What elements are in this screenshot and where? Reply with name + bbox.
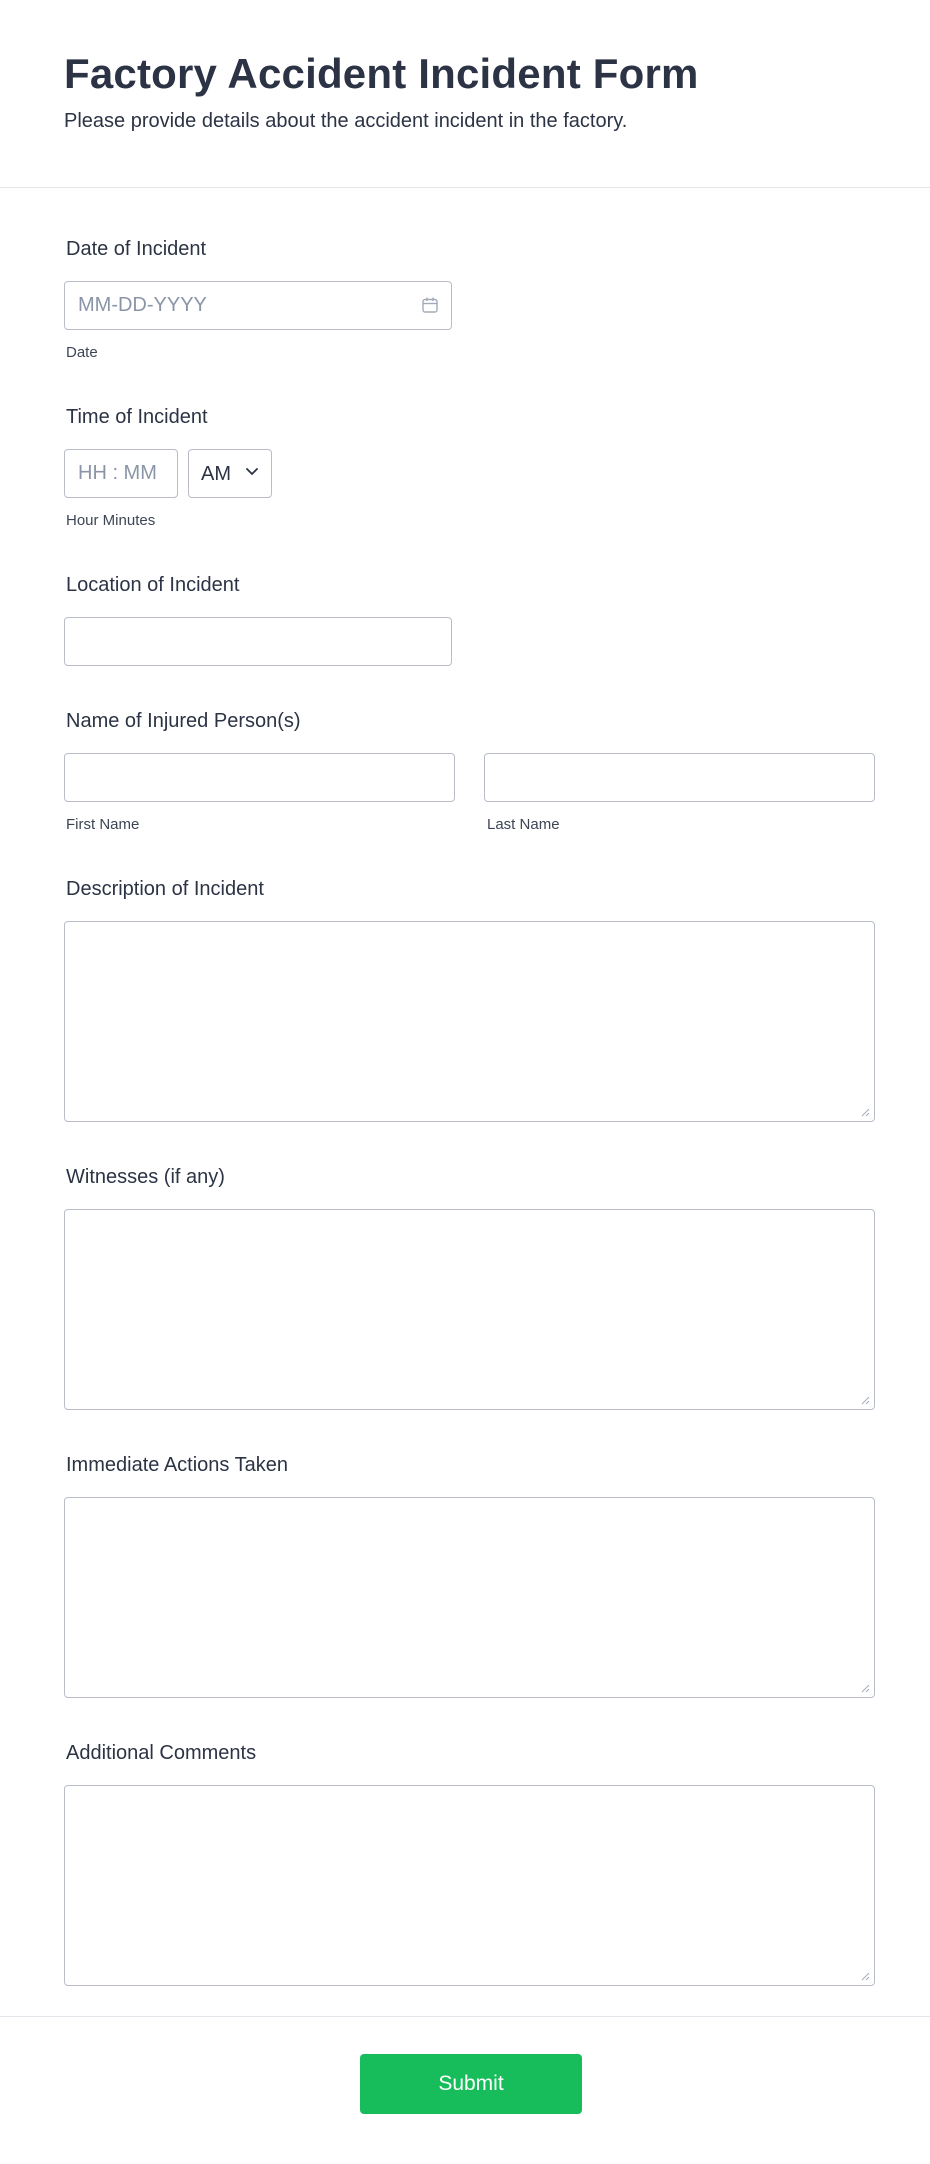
resize-handle-icon[interactable] [861, 1684, 870, 1693]
date-sublabel: Date [66, 344, 98, 361]
date-label: Date of Incident [66, 238, 207, 260]
comments-textarea[interactable] [64, 1785, 875, 1986]
form-header [0, 0, 930, 188]
calendar-icon[interactable] [421, 296, 439, 314]
chevron-down-icon [245, 467, 259, 477]
form-title: Factory Accident Incident Form [64, 50, 699, 97]
resize-handle-icon[interactable] [861, 1108, 870, 1117]
actions-label: Immediate Actions Taken [66, 1454, 288, 1476]
witnesses-textarea[interactable] [64, 1209, 875, 1410]
witnesses-label: Witnesses (if any) [66, 1166, 225, 1188]
last-name-sublabel: Last Name [487, 816, 560, 833]
location-label: Location of Incident [66, 574, 240, 596]
ampm-select[interactable] [188, 449, 272, 498]
description-textarea[interactable] [64, 921, 875, 1122]
form-subtitle: Please provide details about the accident incident in the factory. [64, 110, 628, 132]
description-label: Description of Incident [66, 878, 264, 900]
date-input[interactable] [64, 281, 452, 330]
first-name-sublabel: First Name [66, 816, 140, 833]
injured-label: Name of Injured Person(s) [66, 710, 301, 732]
resize-handle-icon[interactable] [861, 1396, 870, 1405]
submit-button[interactable]: Submit [360, 2054, 582, 2114]
last-name-input[interactable] [484, 753, 875, 802]
date-placeholder: MM-DD-YYYY [78, 294, 207, 316]
first-name-input[interactable] [64, 753, 455, 802]
location-input[interactable] [64, 617, 452, 666]
actions-textarea[interactable] [64, 1497, 875, 1698]
footer-divider [0, 2016, 930, 2017]
time-sublabel: Hour Minutes [66, 512, 156, 529]
resize-handle-icon[interactable] [861, 1972, 870, 1981]
time-placeholder: HH : MM [78, 462, 157, 484]
comments-label: Additional Comments [66, 1742, 257, 1764]
time-label: Time of Incident [66, 406, 208, 428]
ampm-value: AM [201, 463, 231, 485]
time-hour-minute-input[interactable] [64, 449, 178, 498]
